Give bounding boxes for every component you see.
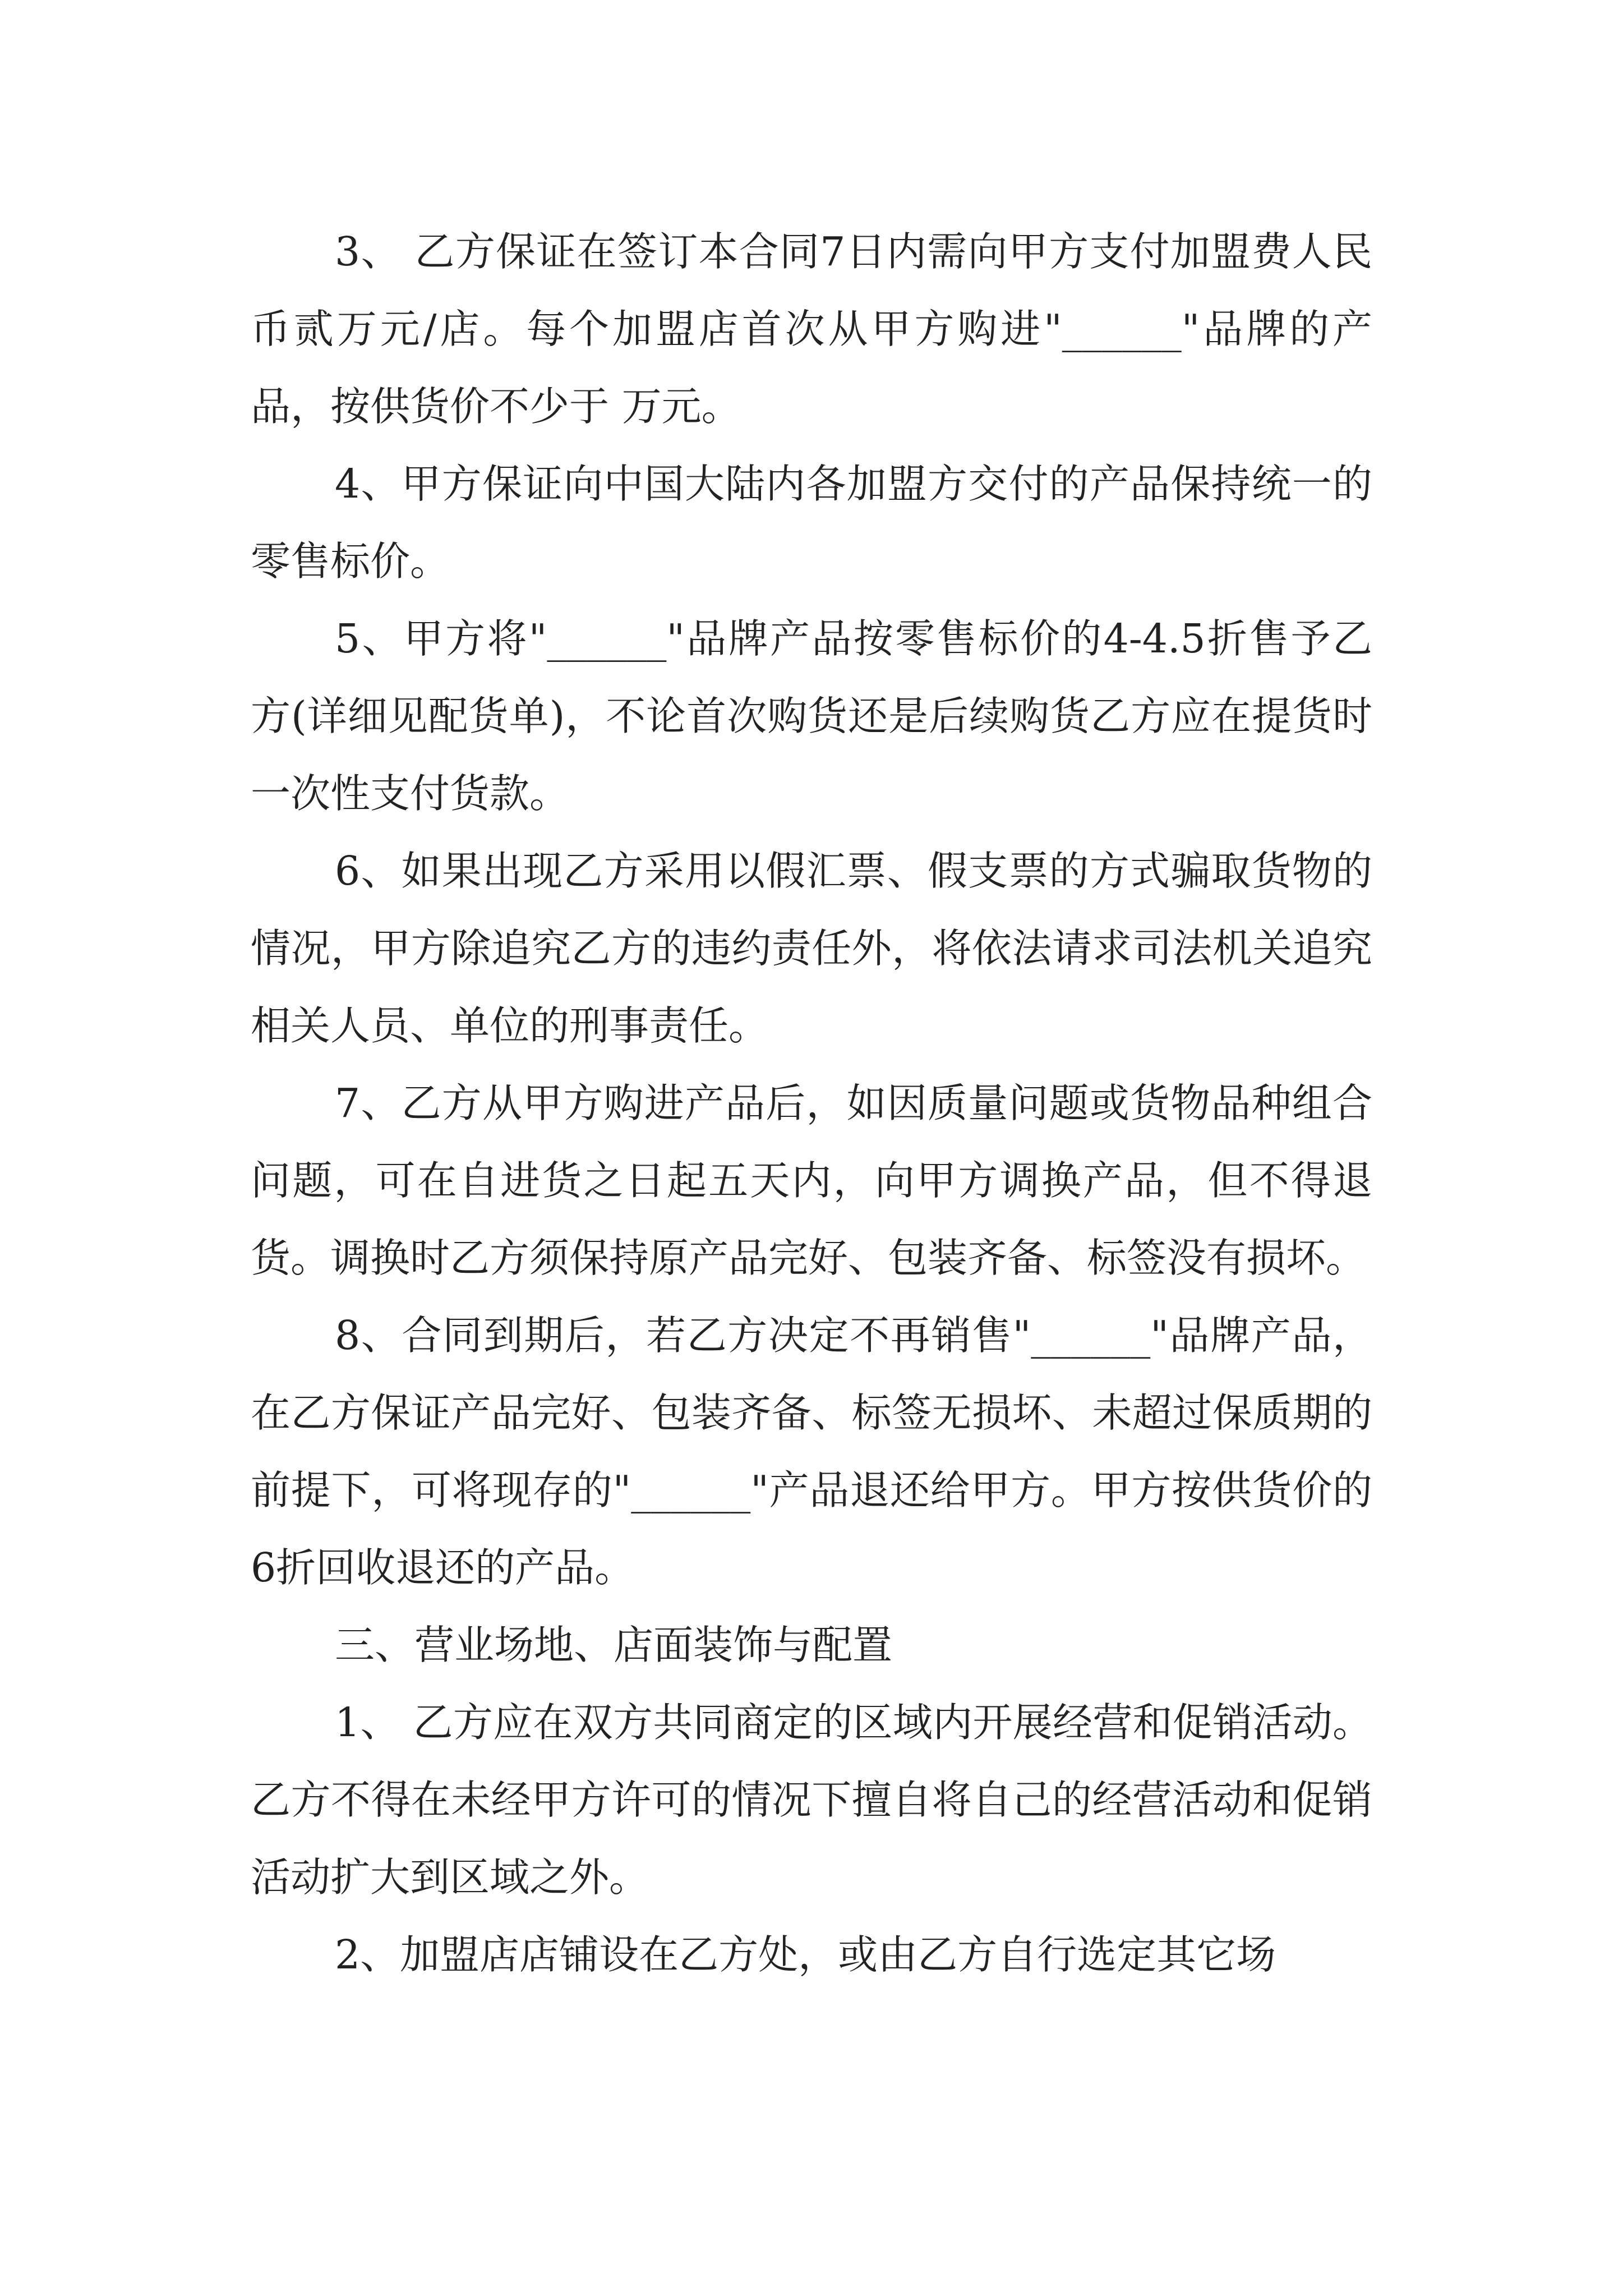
section-3-heading: 三、营业场地、店面装饰与配置: [335, 1622, 893, 1668]
section-3-clause-2-paragraph: 2、加盟店店铺设在乙方处，或由乙方自行选定其它场: [335, 1931, 1276, 1978]
clause-6-paragraph: 6、如果出现乙方采用以假汇票、假支票的方式骗取货物的情况，甲方除追究乙方的违约责任外，将依法请求司法机关追究相关人员、单位的刑事责任。: [251, 848, 1372, 1049]
clause-5-paragraph: 5、甲方将"______"品牌产品按零售标价的4-4.5折售予乙方(详细见配货单)，不论首次购货还是后续购货乙方应在提货时一次性支付货款。: [251, 615, 1372, 817]
clause-4-paragraph: 4、甲方保证向中国大陆内各加盟方交付的产品保持统一的零售标价。: [251, 461, 1372, 585]
section-3-clause-1-paragraph: 1、 乙方应在双方共同商定的区域内开展经营和促销活动。乙方不得在未经甲方许可的情况下擅自将自己的经营活动和促销活动扩大到区域之外。: [251, 1699, 1372, 1901]
clause-7-paragraph: 7、乙方从甲方购进产品后，如因质量问题或货物品种组合问题，可在自进货之日起五天内，向甲方调换产品，但不得退货。调换时乙方须保持原产品完好、包装齐备、标签没有损坏。: [251, 1080, 1372, 1281]
document-body: [251, 213, 1372, 1994]
clause-3-paragraph: 3、 乙方保证在签订本合同7日内需向甲方支付加盟费人民币贰万元/店。每个加盟店首次从甲方购进"______"品牌的产品，按供货价不少于 万元。: [251, 228, 1372, 430]
clause-8-paragraph: 8、合同到期后，若乙方决定不再销售"______"品牌产品，在乙方保证产品完好、包装齐备、标签无损坏、未超过保质期的前提下，可将现存的"______"产品退还给甲方。甲方按供货价的6折回收退还的产品。: [251, 1312, 1372, 1591]
